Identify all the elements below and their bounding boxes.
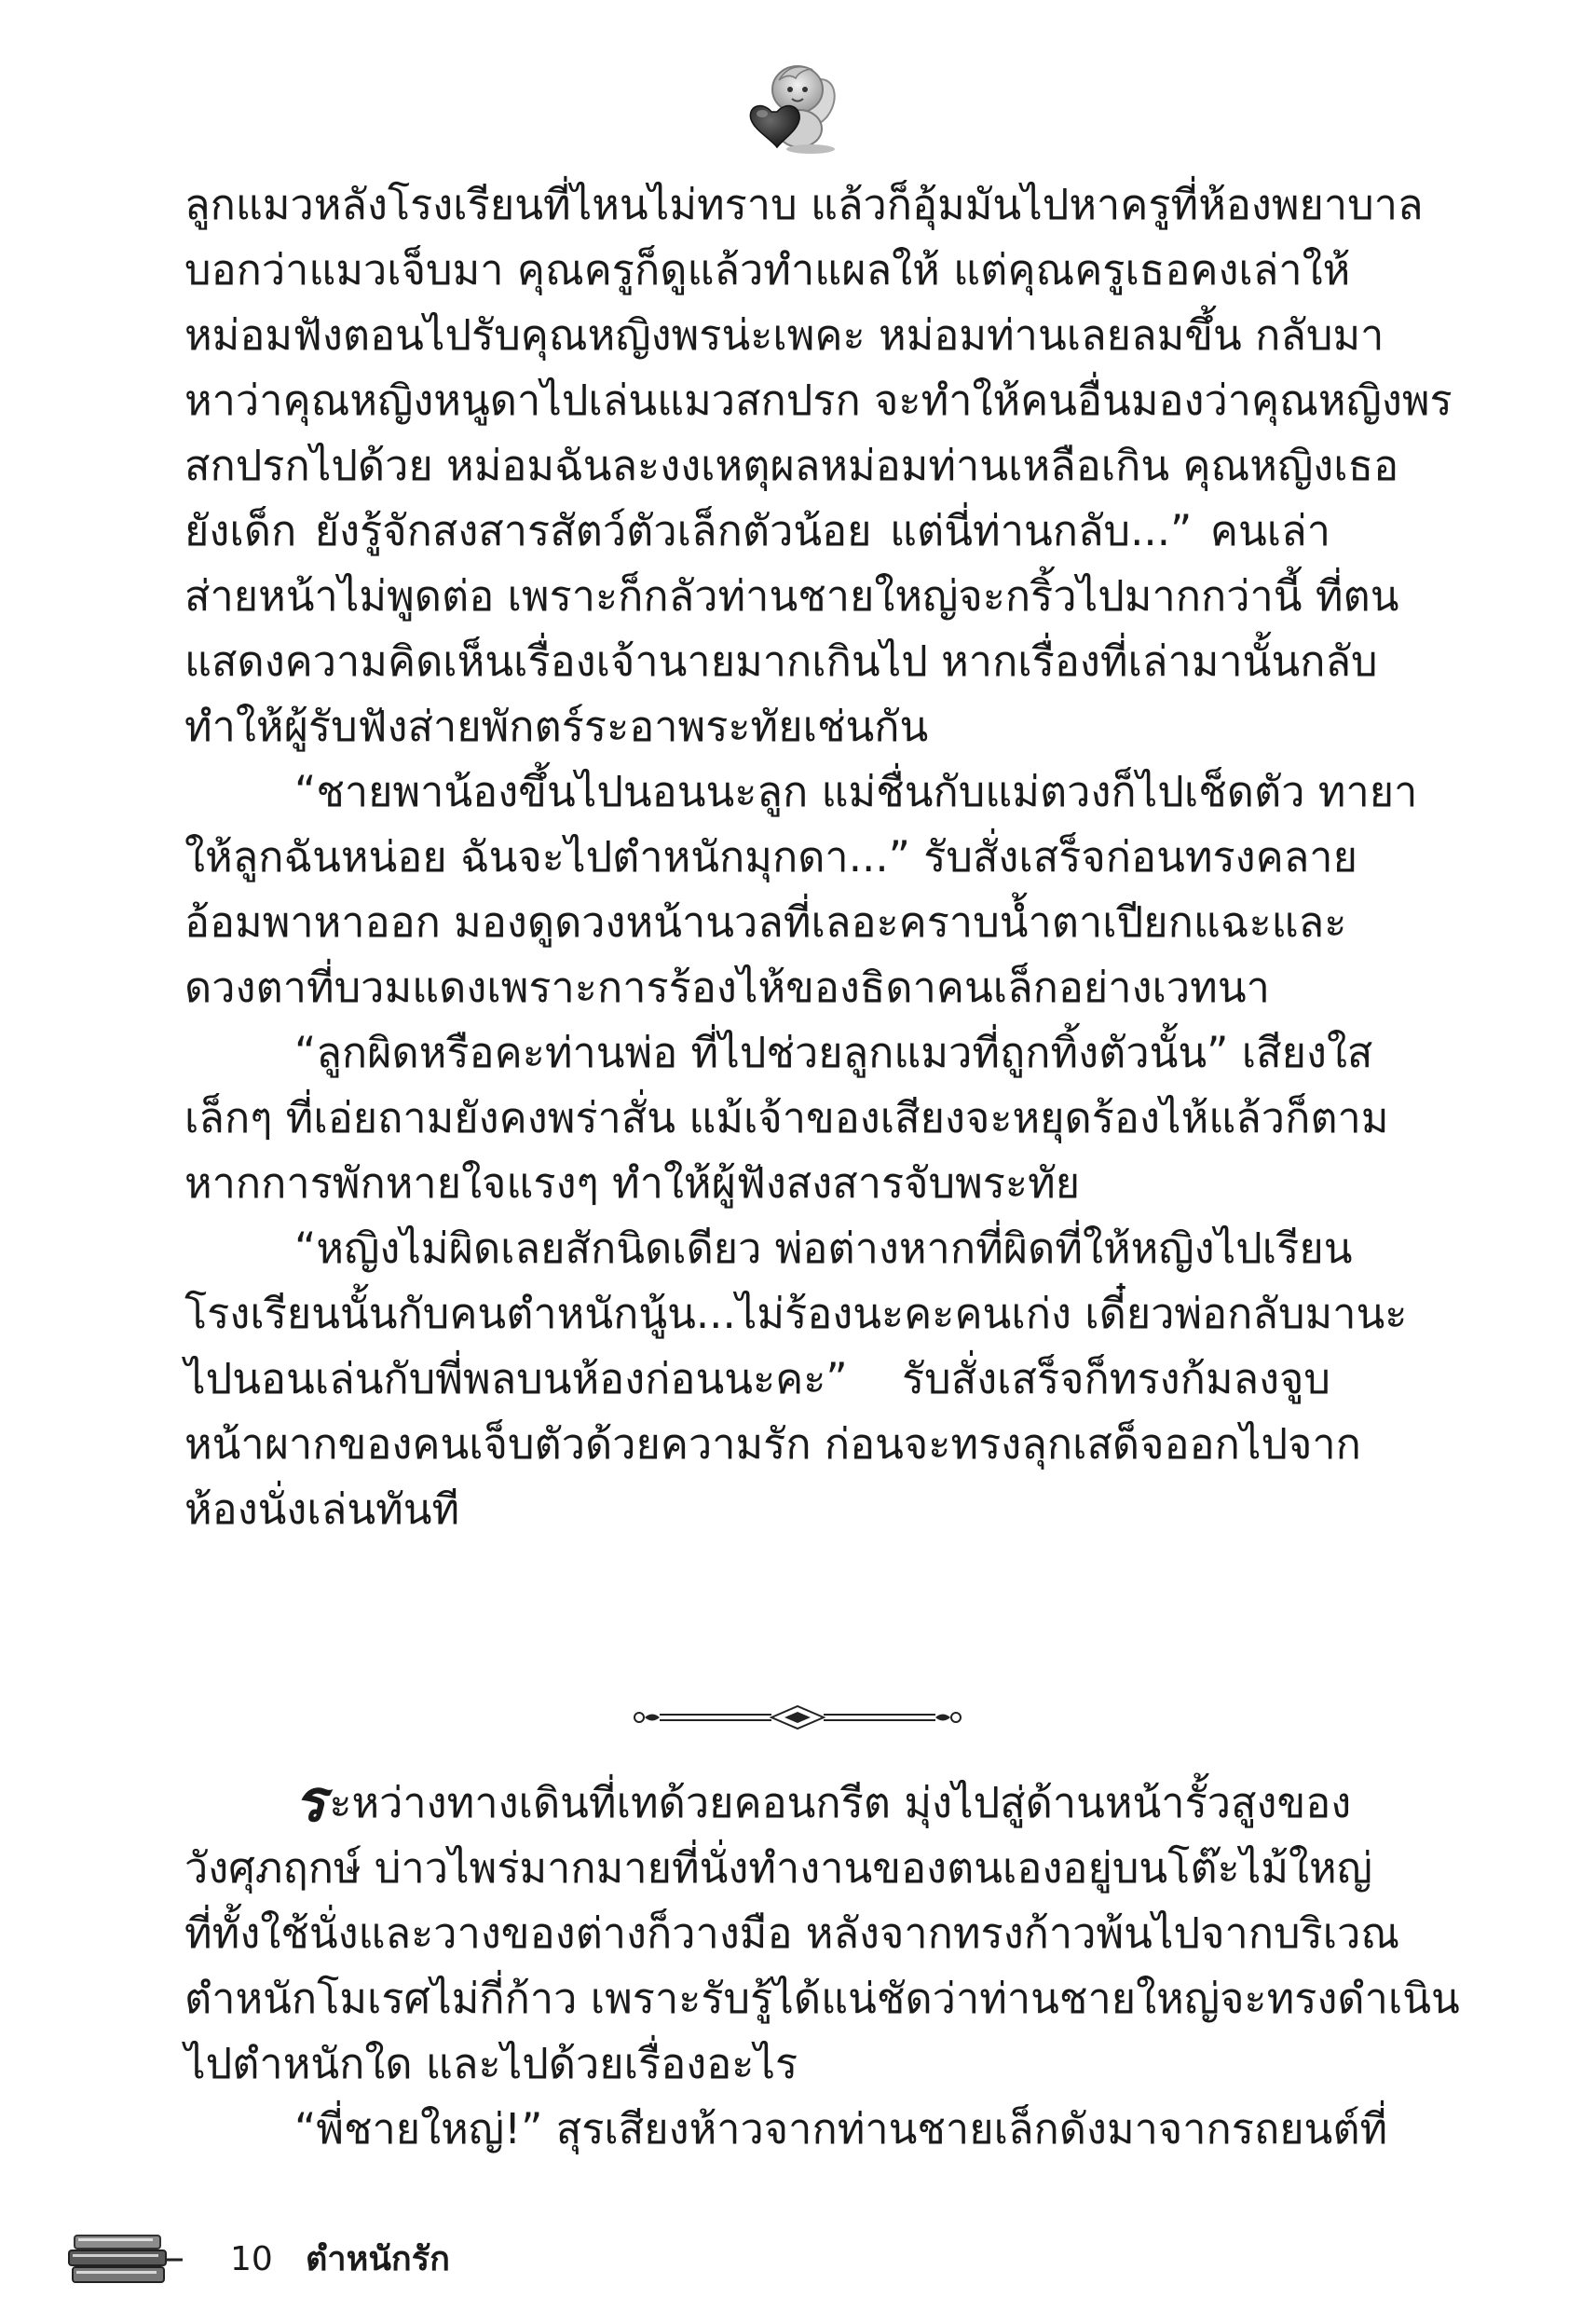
text-line: อ้อมพาหาออก มองดูดวงหน้านวลที่เลอะคราบน้ำตาเปียกแฉะและ bbox=[184, 897, 1347, 947]
text-line: ยังเด็ก ยังรู้จักสงสารสัตว์ตัวเล็กตัวน้อย แต่นี่ท่านกลับ...” คนเล่า bbox=[184, 506, 1330, 555]
text-line: ให้ลูกฉันหน่อย ฉันจะไปตำหนักมุกดา...” รับสั่งเสร็จก่อนทรงคลาย bbox=[184, 832, 1357, 882]
text-line: ทำให้ผู้รับฟังส่ายพักตร์ระอาพระทัยเช่นกัน bbox=[184, 702, 929, 751]
paragraph-first-line: “ลูกผิดหรือคะท่านพ่อ ที่ไปช่วยลูกแมวที่ถูกทิ้งตัวนั้น” เสียงใส bbox=[294, 1028, 1373, 1077]
text-line: หากการพักหายใจแรงๆ ทำให้ผู้ฟังสงสารจับพระทัย bbox=[184, 1158, 1081, 1208]
section-opening-text: ะหว่างทางเดินที่เทด้วยคอนกรีต มุ่งไปสู่ด้านหน้ารั้วสูงของ bbox=[329, 1778, 1352, 1827]
body-text-section-1 bbox=[184, 172, 1453, 1542]
text-line: หม่อมฟังตอนไปรับคุณหญิงพรน่ะเพคะ หม่อมท่านเลยลมขึ้น กลับมา bbox=[184, 310, 1385, 360]
text-line: ส่ายหน้าไม่พูดต่อ เพราะก็กลัวท่านชายใหญ่จะกริ้วไปมากกว่านี้ ที่ตน bbox=[184, 571, 1399, 621]
text-line: ดวงตาที่บวมแดงเพราะการร้องไห้ของธิดาคนเล็กอย่างเวทนา bbox=[184, 963, 1270, 1012]
text-line: ตำหนักโมเรศไม่กี่ก้าว เพราะรับรู้ได้แน่ชัดว่าท่านชายใหญ่จะทรงดำเนิน bbox=[184, 1974, 1460, 2023]
ornamental-divider-icon bbox=[630, 1703, 965, 1731]
paragraph-first-line: “หญิงไม่ผิดเลยสักนิดเดียว พ่อต่างหากที่ผิดที่ให้หญิงไปเรียน bbox=[294, 1224, 1353, 1273]
running-footer-title: ตำหนักรัก bbox=[306, 2240, 450, 2278]
page-number: 10 bbox=[230, 2240, 273, 2278]
text-line: ไปตำหนักใด และไปด้วยเรื่องอะไร bbox=[184, 2039, 798, 2088]
text-line: เล็กๆ ที่เอ่ยถามยังคงพร่าสั่น แม้เจ้าของเสียงจะหยุดร้องไห้แล้วก็ตาม bbox=[184, 1093, 1389, 1142]
drop-cap: ร bbox=[294, 1767, 326, 1835]
paragraph-first-line: “ชายพาน้องขึ้นไปนอนนะลูก แม่ชื่นกับแม่ตวงก็ไปเช็ดตัว ทายา bbox=[294, 767, 1418, 816]
text-line: หน้าผากของคนเจ็บตัวด้วยความรัก ก่อนจะทรงลุกเสด็จออกไปจาก bbox=[184, 1419, 1361, 1469]
text-line: หาว่าคุณหญิงหนูดาไปเล่นแมวสกปรก จะทำให้คนอื่นมองว่าคุณหญิงพร bbox=[184, 376, 1453, 425]
text-line: ที่ทั้งใช้นั่งและวางของต่างก็วางมือ หลังจากทรงก้าวพ้นไปจากบริเวณ bbox=[184, 1908, 1400, 1958]
text-line: ลูกแมวหลังโรงเรียนที่ไหนไม่ทราบ แล้วก็อุ้มมันไปหาครูที่ห้องพยาบาล bbox=[184, 180, 1424, 229]
text-line: ห้องนั่งเล่นทันที bbox=[184, 1484, 460, 1534]
paragraph-first-line: “พี่ชายใหญ่!” สุรเสียงห้าวจากท่านชายเล็กดังมาจากรถยนต์ที่ bbox=[294, 2104, 1388, 2154]
body-text-section-2 bbox=[184, 1767, 1460, 2162]
text-line: สกปรกไปด้วย หม่อมฉันละงงเหตุผลหม่อมท่านเหลือเกิน คุณหญิงเธอ bbox=[184, 441, 1399, 490]
text-line: บอกว่าแมวเจ็บมา คุณครูก็ดูแล้วทำแผลให้ แต่คุณครูเธอคงเล่าให้ bbox=[184, 245, 1351, 294]
cherub-with-heart-icon bbox=[725, 54, 865, 157]
text-line: แสดงความคิดเห็นเรื่องเจ้านายมากเกินไป หากเรื่องที่เล่ามานั้นกลับ bbox=[184, 636, 1378, 686]
stacked-books-icon bbox=[67, 2232, 184, 2288]
section-opening-line bbox=[184, 1767, 1352, 1836]
text-line: วังศุภฤกษ์ บ่าวไพร่มากมายที่นั่งทำงานของตนเองอยู่บนโต๊ะไม้ใหญ่ bbox=[184, 1843, 1372, 1893]
text-line: ไปนอนเล่นกับพี่พลบนห้องก่อนนะคะ” รับสั่งเสร็จก็ทรงก้มลงจูบ bbox=[184, 1354, 1330, 1403]
text-line: โรงเรียนนั้นกับคนตำหนักนู้น...ไม่ร้องนะคะคนเก่ง เดี๋ยวพ่อกลับมานะ bbox=[184, 1289, 1408, 1338]
